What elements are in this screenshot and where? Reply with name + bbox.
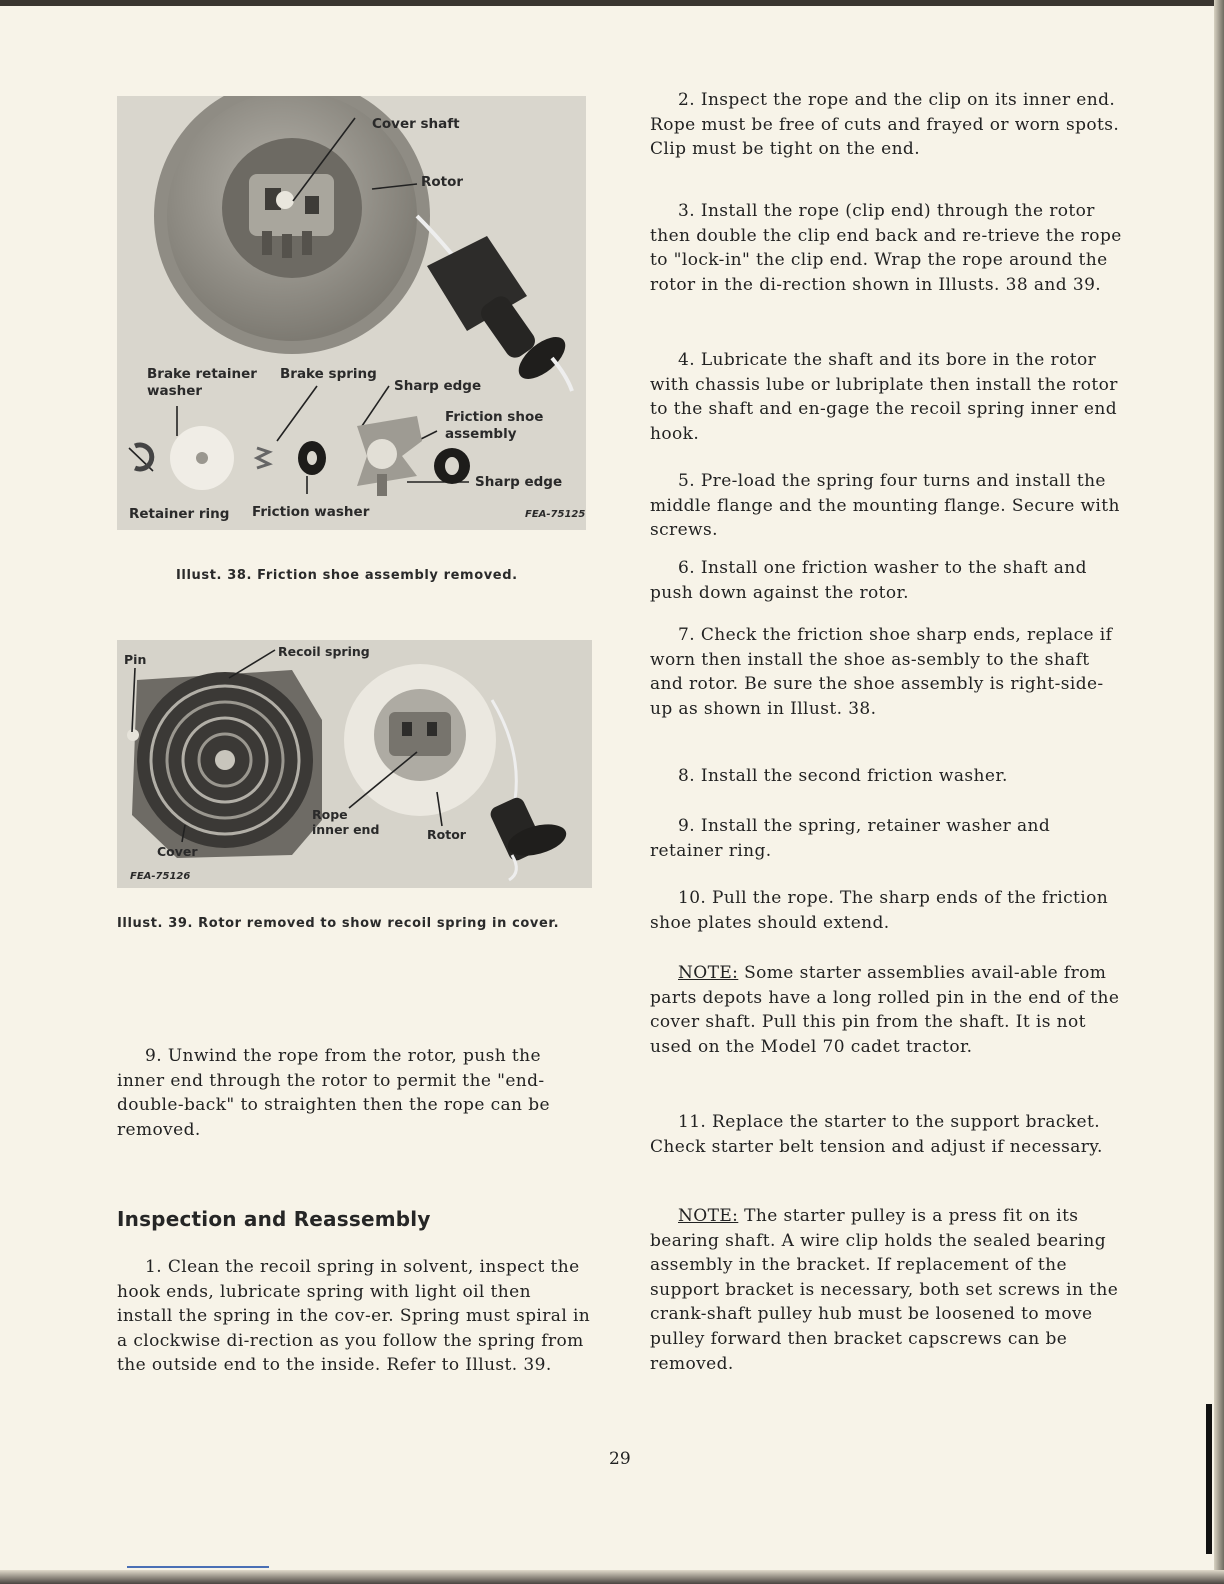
label-brake-retainer: Brake retainer [147,366,257,382]
step-8: 8. Install the second friction washer. [678,766,1008,786]
note-1 [650,961,1122,1059]
label-rotor-39: Rotor [427,827,466,842]
starter-photo-38 [117,96,586,530]
section-heading: Inspection and Reassembly [117,1207,431,1231]
step-9: 9. Install the spring, retainer washer and retainer ring. [650,816,1051,861]
note-2 [650,1204,1122,1376]
label-brake-retainer-washer: washer [147,383,203,399]
label-brake-spring: Brake spring [280,366,377,382]
step-2: 2. Inspect the rope and the clip on its inner end. Rope must be free of cuts and frayed or worn spots. Clip must be tight on the end. [650,90,1120,160]
step-4: 4. Lubricate the shaft and its bore in the rotor with chassis lube or lubriplate then install the rotor to the shaft and en-gage the recoil spring inner end hook. [650,350,1118,444]
step-6: 6. Install one friction washer to the shaft and push down against the rotor. [650,558,1087,603]
label-recoil-spring: Recoil spring [278,644,370,659]
step-5: 5. Pre-load the spring four turns and install the middle flange and the mounting flange. Secure with screws. [650,471,1120,541]
label-rotor: Rotor [421,174,464,190]
label-pin: Pin [124,652,147,667]
page-bottom-edge [0,1570,1224,1584]
note-2-text: The starter pulley is a press fit on its bearing shaft. A wire clip holds the sealed bearing assembly in the bracket. If replacement of the support bracket is necessary, both set screws in the crank-shaft pulley hub must be loosened to move pulley forward then bracket capscrews can be removed. [650,1206,1119,1374]
binding-mark [1206,1404,1212,1554]
note-1-text: Some starter assemblies avail-able from parts depots have a long rolled pin in the end of the cover shaft. Pull this pin from the shaft. It is not used on the Model 70 cadet tractor. [650,963,1120,1057]
step-11: 11. Replace the starter to the support bracket. Check starter belt tension and adjust if necessary. [650,1112,1103,1157]
step-1-clean: 1. Clean the recoil spring in solvent, inspect the hook ends, lubricate spring with light oil then install the spring in the cov-er. Spring must spiral in a clockwise di-rection as you follow the spring from the outside end to the inside. Refer to Illust. 39. [117,1257,591,1376]
scan-mark [127,1566,269,1568]
label-rope-inner-end: inner end [312,822,380,837]
page-right-edge [1214,0,1224,1584]
note-2-label: NOTE: [678,1206,739,1226]
label-cover-shaft: Cover shaft [372,116,460,132]
label-rope: Rope [312,807,348,822]
label-cover: Cover [157,844,198,859]
label-friction-shoe: Friction shoe [445,409,544,425]
label-sharp-edge-bottom: Sharp edge [475,474,563,490]
page-top-edge [0,0,1224,6]
illustration-39 [117,640,592,888]
figure-code-38: FEA-75125 [525,509,586,520]
label-retainer-ring: Retainer ring [129,506,230,522]
note-1-label: NOTE: [678,963,739,983]
page-number: 29 [609,1449,631,1469]
caption-illust-38: Illust. 38. Friction shoe assembly removed. [176,568,518,583]
label-sharp-edge-top: Sharp edge [394,378,482,394]
step-9-unwind: 9. Unwind the rope from the rotor, push the inner end through the rotor to permit the "end-double-back" to straighten then the rope can be removed. [117,1046,550,1140]
figure-code-39: FEA-75126 [130,871,191,882]
label-friction-washer: Friction washer [252,504,370,520]
step-7: 7. Check the friction shoe sharp ends, replace if worn then install the shoe as-sembly to the shaft and rotor. Be sure the shoe assembly is right-side-up as shown in Illust. 38. [650,625,1113,719]
label-friction-shoe-assembly: assembly [445,426,517,442]
step-10: 10. Pull the rope. The sharp ends of the friction shoe plates should extend. [650,888,1109,933]
caption-illust-39: Illust. 39. Rotor removed to show recoil spring in cover. [117,916,560,931]
step-3: 3. Install the rope (clip end) through the rotor then double the clip end back and re-trieve the rope to "lock-in" the clip end. Wrap the rope around the rotor in the di-rection shown in Illusts. 38 and 39. [650,201,1122,295]
illustration-38 [117,96,586,530]
